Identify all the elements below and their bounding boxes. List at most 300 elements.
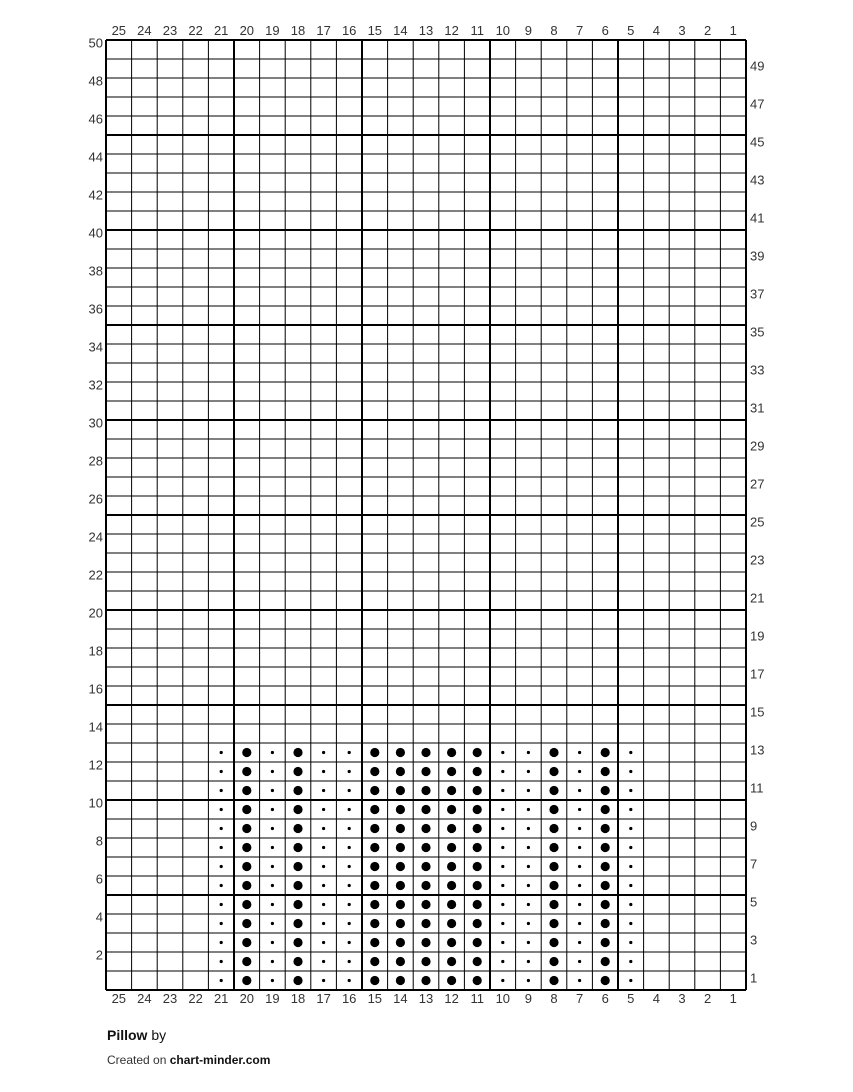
purl-stitch-symbol xyxy=(549,748,558,757)
column-number-bottom: 3 xyxy=(678,991,686,1006)
column-number-top: 21 xyxy=(213,23,229,38)
row-number-right: 1 xyxy=(750,970,758,986)
column-number-top: 10 xyxy=(495,23,511,38)
row-number-left: 48 xyxy=(88,73,103,89)
column-number-top: 20 xyxy=(239,23,255,38)
purl-stitch-symbol xyxy=(473,957,482,966)
purl-stitch-symbol xyxy=(242,786,251,795)
purl-stitch-symbol xyxy=(421,976,430,985)
row-number-left: 32 xyxy=(88,377,103,393)
purl-stitch-symbol xyxy=(293,843,302,852)
knit-stitch-symbol xyxy=(629,941,632,944)
knit-stitch-symbol xyxy=(220,884,223,887)
knit-stitch-symbol xyxy=(348,979,351,982)
row-number-right: 25 xyxy=(750,514,765,530)
knit-stitch-symbol xyxy=(271,865,274,868)
purl-stitch-symbol xyxy=(396,824,405,833)
purl-stitch-symbol xyxy=(601,843,610,852)
knit-stitch-symbol xyxy=(348,922,351,925)
row-number-right: 5 xyxy=(750,894,758,910)
knit-stitch-symbol xyxy=(271,960,274,963)
row-number-right: 3 xyxy=(750,932,758,948)
knit-stitch-symbol xyxy=(527,865,530,868)
knit-stitch-symbol xyxy=(348,770,351,773)
row-number-left: 14 xyxy=(88,719,103,735)
purl-stitch-symbol xyxy=(549,843,558,852)
knit-stitch-symbol xyxy=(220,960,223,963)
column-number-bottom: 23 xyxy=(162,991,178,1006)
knit-stitch-symbol xyxy=(578,846,581,849)
purl-stitch-symbol xyxy=(549,900,558,909)
column-number-bottom: 21 xyxy=(213,991,229,1006)
knit-stitch-symbol xyxy=(271,751,274,754)
knit-stitch-symbol xyxy=(527,827,530,830)
row-number-right: 27 xyxy=(750,476,765,492)
row-number-right: 23 xyxy=(750,552,765,568)
purl-stitch-symbol xyxy=(473,748,482,757)
row-number-right: 41 xyxy=(750,210,765,226)
knit-stitch-symbol xyxy=(220,770,223,773)
knit-stitch-symbol xyxy=(271,884,274,887)
purl-stitch-symbol xyxy=(293,881,302,890)
purl-stitch-symbol xyxy=(242,824,251,833)
row-number-left: 12 xyxy=(88,757,103,773)
purl-stitch-symbol xyxy=(370,900,379,909)
purl-stitch-symbol xyxy=(242,862,251,871)
purl-stitch-symbol xyxy=(242,976,251,985)
credit-line xyxy=(107,1053,270,1067)
purl-stitch-symbol xyxy=(601,786,610,795)
row-number-right: 9 xyxy=(750,818,758,834)
column-number-top: 12 xyxy=(444,23,459,38)
row-number-left: 16 xyxy=(88,681,103,697)
column-number-top: 11 xyxy=(470,23,484,38)
row-number-left: 28 xyxy=(88,453,103,469)
knit-stitch-symbol xyxy=(322,808,325,811)
row-number-right: 19 xyxy=(750,628,765,644)
purl-stitch-symbol xyxy=(370,767,379,776)
knit-stitch-symbol xyxy=(527,979,530,982)
knit-stitch-symbol xyxy=(348,808,351,811)
purl-stitch-symbol xyxy=(293,767,302,776)
purl-stitch-symbol xyxy=(601,767,610,776)
knit-stitch-symbol xyxy=(271,808,274,811)
purl-stitch-symbol xyxy=(370,919,379,928)
knit-stitch-symbol xyxy=(578,979,581,982)
purl-stitch-symbol xyxy=(473,900,482,909)
purl-stitch-symbol xyxy=(601,881,610,890)
knit-stitch-symbol xyxy=(629,808,632,811)
knit-stitch-symbol xyxy=(527,922,530,925)
column-number-bottom: 10 xyxy=(495,991,511,1006)
column-number-top: 24 xyxy=(137,23,152,38)
knit-stitch-symbol xyxy=(220,922,223,925)
column-number-bottom: 15 xyxy=(367,991,383,1006)
knit-stitch-symbol xyxy=(271,846,274,849)
purl-stitch-symbol xyxy=(473,843,482,852)
credit-site: chart-minder.com xyxy=(169,1053,271,1067)
purl-stitch-symbol xyxy=(421,881,430,890)
row-number-left: 4 xyxy=(95,909,103,925)
column-number-top: 23 xyxy=(162,23,178,38)
purl-stitch-symbol xyxy=(601,957,610,966)
knit-stitch-symbol xyxy=(527,903,530,906)
column-number-top: 18 xyxy=(290,23,306,38)
row-number-left: 26 xyxy=(88,491,103,507)
purl-stitch-symbol xyxy=(549,786,558,795)
purl-stitch-symbol xyxy=(473,862,482,871)
knit-stitch-symbol xyxy=(629,789,632,792)
knit-stitch-symbol xyxy=(322,789,325,792)
knit-stitch-symbol xyxy=(578,922,581,925)
purl-stitch-symbol xyxy=(396,919,405,928)
knit-stitch-symbol xyxy=(578,827,581,830)
designer-by: by xyxy=(151,1027,167,1043)
row-number-right: 21 xyxy=(750,590,765,606)
knit-stitch-symbol xyxy=(348,865,351,868)
knit-stitch-symbol xyxy=(629,770,632,773)
row-number-right: 47 xyxy=(750,96,765,112)
knit-stitch-symbol xyxy=(527,884,530,887)
column-number-bottom: 24 xyxy=(137,991,152,1006)
purl-stitch-symbol xyxy=(242,767,251,776)
knit-stitch-symbol xyxy=(348,941,351,944)
row-number-right: 17 xyxy=(750,666,765,682)
credit-prefix: Created on xyxy=(107,1053,167,1067)
column-number-bottom: 18 xyxy=(290,991,306,1006)
column-number-bottom: 4 xyxy=(652,991,661,1006)
purl-stitch-symbol xyxy=(293,900,302,909)
row-number-left: 42 xyxy=(88,187,103,203)
column-number-bottom: 12 xyxy=(444,991,459,1006)
purl-stitch-symbol xyxy=(242,900,251,909)
row-number-left: 44 xyxy=(88,149,103,165)
purl-stitch-symbol xyxy=(549,919,558,928)
row-number-left: 24 xyxy=(88,529,103,545)
knit-stitch-symbol xyxy=(629,884,632,887)
purl-stitch-symbol xyxy=(601,900,610,909)
purl-stitch-symbol xyxy=(293,957,302,966)
row-number-right: 39 xyxy=(750,248,765,264)
knit-stitch-symbol xyxy=(501,789,504,792)
purl-stitch-symbol xyxy=(293,786,302,795)
purl-stitch-symbol xyxy=(447,881,456,890)
purl-stitch-symbol xyxy=(447,900,456,909)
row-number-right: 15 xyxy=(750,704,765,720)
column-number-top: 6 xyxy=(601,23,609,38)
knit-stitch-symbol xyxy=(322,770,325,773)
knit-stitch-symbol xyxy=(322,979,325,982)
knit-stitch-symbol xyxy=(271,922,274,925)
purl-stitch-symbol xyxy=(447,938,456,947)
purl-stitch-symbol xyxy=(242,938,251,947)
purl-stitch-symbol xyxy=(447,824,456,833)
row-number-left: 18 xyxy=(88,643,103,659)
knit-stitch-symbol xyxy=(629,751,632,754)
purl-stitch-symbol xyxy=(242,957,251,966)
knit-stitch-symbol xyxy=(220,865,223,868)
knit-stitch-symbol xyxy=(501,960,504,963)
row-number-left: 38 xyxy=(88,263,103,279)
knit-stitch-symbol xyxy=(501,808,504,811)
column-number-bottom: 5 xyxy=(627,991,635,1006)
purl-stitch-symbol xyxy=(447,805,456,814)
purl-stitch-symbol xyxy=(421,843,430,852)
purl-stitch-symbol xyxy=(549,767,558,776)
knit-stitch-symbol xyxy=(322,865,325,868)
purl-stitch-symbol xyxy=(473,919,482,928)
knit-stitch-symbol xyxy=(501,979,504,982)
row-number-right: 49 xyxy=(750,58,765,74)
column-number-top: 3 xyxy=(678,23,686,38)
knit-stitch-symbol xyxy=(527,808,530,811)
knit-stitch-symbol xyxy=(322,941,325,944)
knit-stitch-symbol xyxy=(271,941,274,944)
column-number-bottom: 8 xyxy=(550,991,558,1006)
knit-stitch-symbol xyxy=(527,846,530,849)
row-number-right: 31 xyxy=(750,400,765,416)
column-number-top: 5 xyxy=(627,23,635,38)
row-number-left: 6 xyxy=(95,871,103,887)
knit-stitch-symbol xyxy=(501,941,504,944)
purl-stitch-symbol xyxy=(549,976,558,985)
purl-stitch-symbol xyxy=(447,767,456,776)
row-number-right: 45 xyxy=(750,134,765,150)
purl-stitch-symbol xyxy=(421,900,430,909)
purl-stitch-symbol xyxy=(396,938,405,947)
row-number-right: 11 xyxy=(750,780,764,796)
row-number-left: 30 xyxy=(88,415,103,431)
knit-stitch-symbol xyxy=(348,846,351,849)
row-number-left: 46 xyxy=(88,111,103,127)
purl-stitch-symbol xyxy=(396,881,405,890)
purl-stitch-symbol xyxy=(421,786,430,795)
row-number-left: 10 xyxy=(88,795,103,811)
column-number-bottom: 22 xyxy=(188,991,203,1006)
knit-stitch-symbol xyxy=(220,941,223,944)
knit-stitch-symbol xyxy=(271,770,274,773)
purl-stitch-symbol xyxy=(293,862,302,871)
purl-stitch-symbol xyxy=(601,824,610,833)
knit-stitch-symbol xyxy=(629,979,632,982)
knit-stitch-symbol xyxy=(578,808,581,811)
knit-stitch-symbol xyxy=(348,827,351,830)
knit-stitch-symbol xyxy=(527,789,530,792)
knit-stitch-symbol xyxy=(271,827,274,830)
column-number-bottom: 17 xyxy=(316,991,331,1006)
purl-stitch-symbol xyxy=(370,843,379,852)
knit-stitch-symbol xyxy=(220,827,223,830)
purl-stitch-symbol xyxy=(396,767,405,776)
purl-stitch-symbol xyxy=(396,786,405,795)
column-number-top: 1 xyxy=(729,23,737,38)
row-number-left: 22 xyxy=(88,567,103,583)
column-number-top: 25 xyxy=(111,23,127,38)
knit-stitch-symbol xyxy=(629,846,632,849)
purl-stitch-symbol xyxy=(549,862,558,871)
purl-stitch-symbol xyxy=(549,824,558,833)
knit-stitch-symbol xyxy=(578,903,581,906)
purl-stitch-symbol xyxy=(473,881,482,890)
purl-stitch-symbol xyxy=(473,824,482,833)
purl-stitch-symbol xyxy=(242,805,251,814)
column-number-bottom: 1 xyxy=(729,991,737,1006)
column-number-top: 14 xyxy=(393,23,408,38)
row-number-right: 13 xyxy=(750,742,765,758)
knit-stitch-symbol xyxy=(271,789,274,792)
purl-stitch-symbol xyxy=(293,748,302,757)
column-number-top: 9 xyxy=(524,23,533,38)
knit-stitch-symbol xyxy=(527,770,530,773)
row-number-right: 43 xyxy=(750,172,765,188)
row-number-left: 20 xyxy=(88,605,103,621)
row-number-left: 40 xyxy=(88,225,103,241)
knit-stitch-symbol xyxy=(578,770,581,773)
knit-stitch-symbol xyxy=(527,941,530,944)
knit-stitch-symbol xyxy=(578,960,581,963)
column-number-top: 13 xyxy=(418,23,434,38)
purl-stitch-symbol xyxy=(421,748,430,757)
knit-stitch-symbol xyxy=(629,960,632,963)
knit-stitch-symbol xyxy=(527,960,530,963)
knit-stitch-symbol xyxy=(578,865,581,868)
knit-stitch-symbol xyxy=(322,751,325,754)
knit-stitch-symbol xyxy=(322,827,325,830)
purl-stitch-symbol xyxy=(447,843,456,852)
row-number-right: 35 xyxy=(750,324,765,340)
purl-stitch-symbol xyxy=(242,919,251,928)
knit-stitch-symbol xyxy=(271,903,274,906)
purl-stitch-symbol xyxy=(242,881,251,890)
purl-stitch-symbol xyxy=(447,976,456,985)
knit-stitch-symbol xyxy=(501,846,504,849)
knit-stitch-symbol xyxy=(220,903,223,906)
row-number-right: 29 xyxy=(750,438,765,454)
column-number-bottom: 7 xyxy=(575,991,584,1006)
purl-stitch-symbol xyxy=(447,786,456,795)
purl-stitch-symbol xyxy=(421,805,430,814)
purl-stitch-symbol xyxy=(396,843,405,852)
purl-stitch-symbol xyxy=(370,786,379,795)
purl-stitch-symbol xyxy=(421,938,430,947)
purl-stitch-symbol xyxy=(396,900,405,909)
column-number-top: 4 xyxy=(652,23,661,38)
knit-stitch-symbol xyxy=(220,979,223,982)
purl-stitch-symbol xyxy=(293,805,302,814)
column-number-top: 19 xyxy=(265,23,280,38)
purl-stitch-symbol xyxy=(293,976,302,985)
knit-stitch-symbol xyxy=(322,922,325,925)
purl-stitch-symbol xyxy=(421,767,430,776)
knit-stitch-symbol xyxy=(501,770,504,773)
knit-stitch-symbol xyxy=(220,789,223,792)
column-number-bottom: 20 xyxy=(239,991,255,1006)
column-number-top: 7 xyxy=(575,23,584,38)
purl-stitch-symbol xyxy=(421,862,430,871)
column-number-top: 15 xyxy=(367,23,383,38)
purl-stitch-symbol xyxy=(447,862,456,871)
purl-stitch-symbol xyxy=(447,748,456,757)
knit-stitch-symbol xyxy=(578,884,581,887)
purl-stitch-symbol xyxy=(601,862,610,871)
row-number-left: 50 xyxy=(88,35,103,51)
purl-stitch-symbol xyxy=(242,748,251,757)
column-number-bottom: 9 xyxy=(524,991,533,1006)
purl-stitch-symbol xyxy=(421,824,430,833)
knit-stitch-symbol xyxy=(322,960,325,963)
column-number-bottom: 11 xyxy=(470,991,484,1006)
purl-stitch-symbol xyxy=(601,938,610,947)
purl-stitch-symbol xyxy=(396,957,405,966)
knit-stitch-symbol xyxy=(501,884,504,887)
purl-stitch-symbol xyxy=(473,938,482,947)
knit-stitch-symbol xyxy=(527,751,530,754)
knit-stitch-symbol xyxy=(348,751,351,754)
purl-stitch-symbol xyxy=(370,805,379,814)
knit-stitch-symbol xyxy=(501,751,504,754)
knit-stitch-symbol xyxy=(501,865,504,868)
chart-title xyxy=(107,1027,166,1043)
purl-stitch-symbol xyxy=(549,938,558,947)
purl-stitch-symbol xyxy=(447,957,456,966)
knit-stitch-symbol xyxy=(348,903,351,906)
purl-stitch-symbol xyxy=(549,805,558,814)
knit-stitch-symbol xyxy=(322,846,325,849)
column-number-top: 16 xyxy=(341,23,357,38)
purl-stitch-symbol xyxy=(396,805,405,814)
purl-stitch-symbol xyxy=(293,824,302,833)
column-number-bottom: 13 xyxy=(418,991,434,1006)
purl-stitch-symbol xyxy=(396,748,405,757)
row-number-right: 37 xyxy=(750,286,765,302)
purl-stitch-symbol xyxy=(370,976,379,985)
knit-stitch-symbol xyxy=(322,884,325,887)
purl-stitch-symbol xyxy=(396,976,405,985)
purl-stitch-symbol xyxy=(473,786,482,795)
knit-stitch-symbol xyxy=(629,903,632,906)
row-number-left: 2 xyxy=(95,947,103,963)
purl-stitch-symbol xyxy=(549,881,558,890)
purl-stitch-symbol xyxy=(421,919,430,928)
knit-stitch-symbol xyxy=(322,903,325,906)
pattern-name: Pillow xyxy=(107,1027,148,1043)
knit-stitch-symbol xyxy=(348,789,351,792)
purl-stitch-symbol xyxy=(447,919,456,928)
column-number-bottom: 25 xyxy=(111,991,127,1006)
purl-stitch-symbol xyxy=(473,805,482,814)
column-number-top: 8 xyxy=(550,23,558,38)
column-number-bottom: 14 xyxy=(393,991,408,1006)
knit-stitch-symbol xyxy=(501,922,504,925)
column-number-top: 22 xyxy=(188,23,203,38)
column-number-top: 17 xyxy=(316,23,331,38)
knit-stitch-symbol xyxy=(578,751,581,754)
purl-stitch-symbol xyxy=(370,938,379,947)
purl-stitch-symbol xyxy=(396,862,405,871)
purl-stitch-symbol xyxy=(601,976,610,985)
purl-stitch-symbol xyxy=(421,957,430,966)
purl-stitch-symbol xyxy=(242,843,251,852)
purl-stitch-symbol xyxy=(601,919,610,928)
row-number-right: 7 xyxy=(750,856,758,872)
purl-stitch-symbol xyxy=(370,748,379,757)
purl-stitch-symbol xyxy=(370,957,379,966)
knit-stitch-symbol xyxy=(629,827,632,830)
knit-stitch-symbol xyxy=(629,865,632,868)
purl-stitch-symbol xyxy=(473,767,482,776)
purl-stitch-symbol xyxy=(601,748,610,757)
knit-stitch-symbol xyxy=(220,846,223,849)
